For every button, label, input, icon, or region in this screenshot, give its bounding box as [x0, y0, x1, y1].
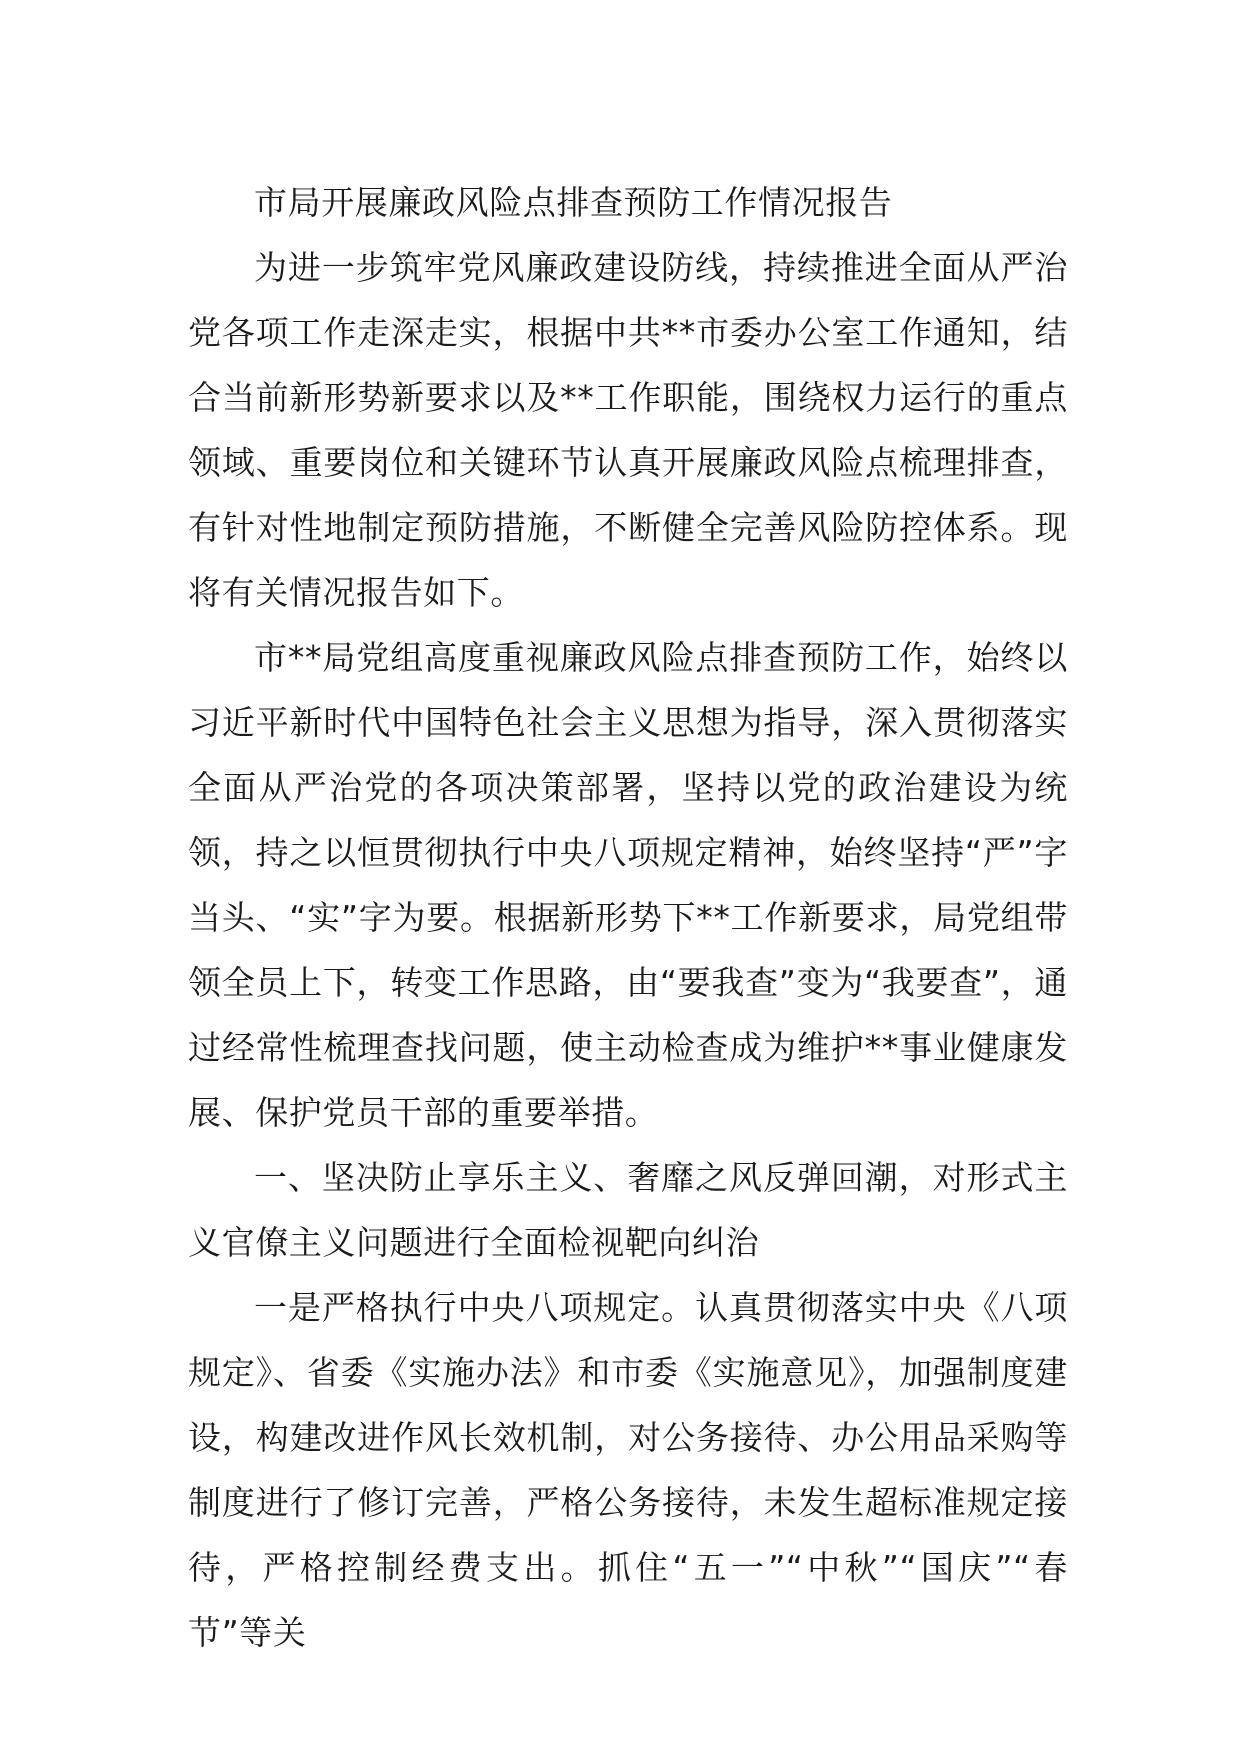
paragraph-point-1: 一是严格执行中央八项规定。认真贯彻落实中央《八项规定》、省委《实施办法》和市委《实施意见》，加强制度建设，构建改进作风长效机制，对公务接待、办公用品采购等制度进行了修订完善，严格公务接待，未发生超标准规定接待，严格控制经费支出。抓住“五一”“中秋”“国庆”“春节”等关: [188, 1288, 1068, 1652]
document-title: 市局开展廉政风险点排查预防工作情况报告: [254, 183, 893, 222]
paragraph-overview: 市**局党组高度重视廉政风险点排查预防工作，始终以习近平新时代中国特色社会主义思想为指导，深入贯彻落实全面从严治党的各项决策部署，坚持以党的政治建设为统领，持之以恒贯彻执行中央八项规定精神，始终坚持“严”字当头、“实”字为要。根据新形势下**工作新要求，局党组带领全员上下，转变工作思路，由“要我查”变为“我要查”，通过经常性梳理查找问题，使主动检查成为维护**事业健康发展、保护党员干部的重要举措。: [188, 638, 1068, 1132]
paragraph-intro: 为进一步筑牢党风廉政建设防线，持续推进全面从严治党各项工作走深走实，根据中共**市委办公室工作通知，结合当前新形势新要求以及**工作职能，围绕权力运行的重点领域、重要岗位和关键环节认真开展廉政风险点梳理排查，有针对性地制定预防措施，不断健全完善风险防控体系。现将有关情况报告如下。: [188, 248, 1068, 612]
document-body: [188, 170, 1068, 1665]
section-heading-1: 一、坚决防止享乐主义、奢靡之风反弹回潮，对形式主义官僚主义问题进行全面检视靶向纠治: [188, 1158, 1068, 1262]
